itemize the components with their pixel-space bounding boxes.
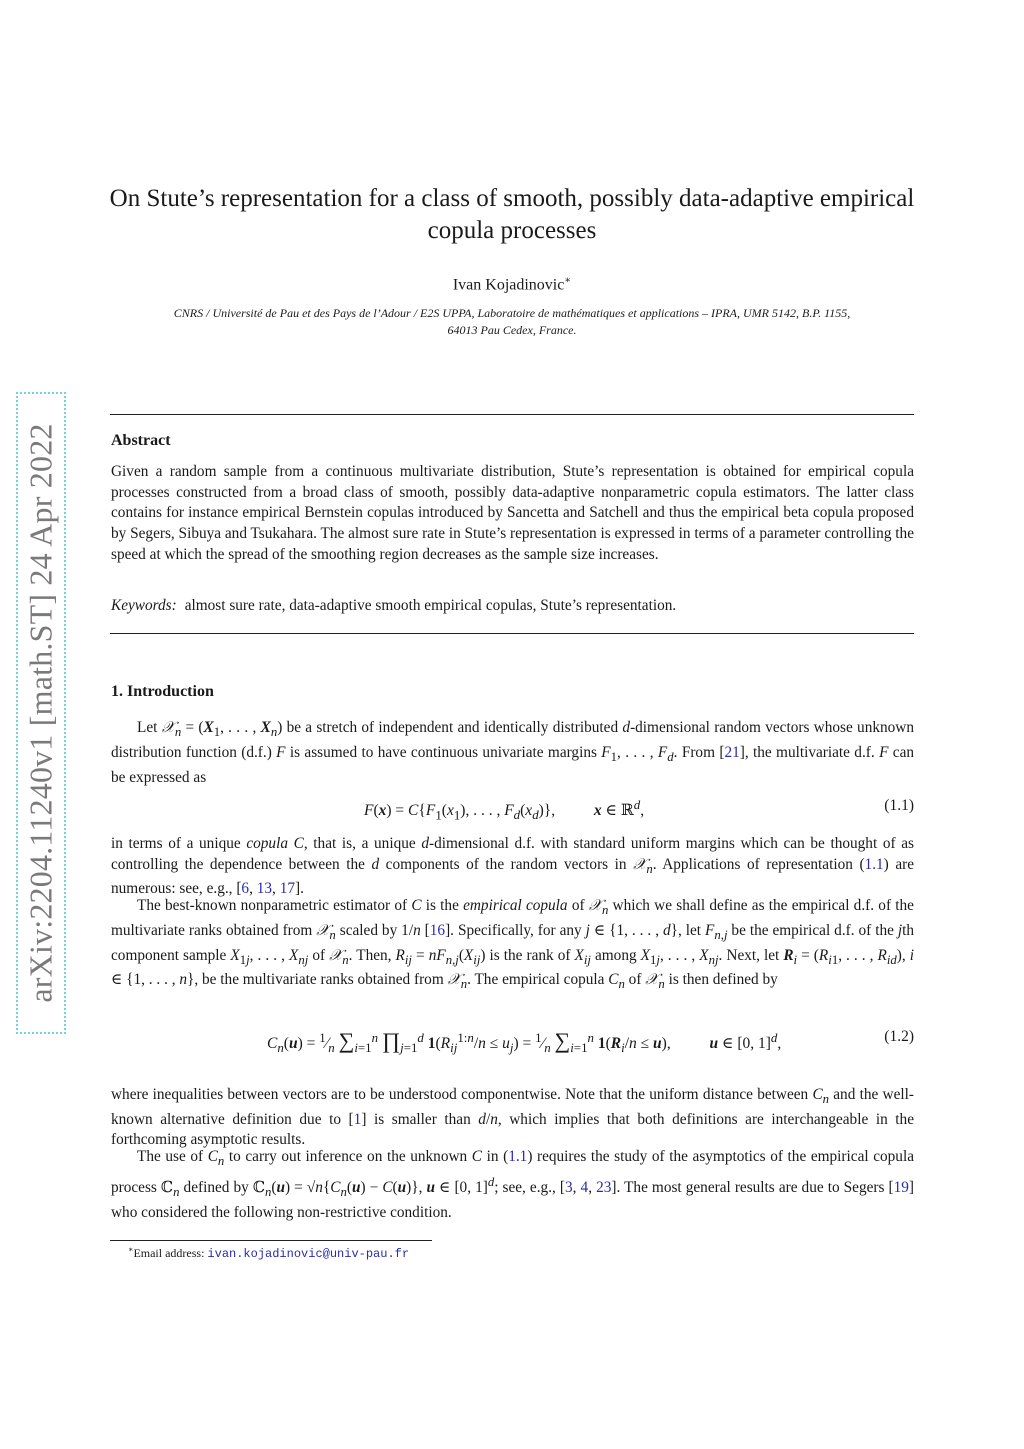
equation-1-1-number: (1.1) [884, 797, 914, 814]
affiliation [110, 305, 914, 339]
citation-link[interactable]: 6 [241, 880, 250, 898]
section-heading-introduction: 1. Introduction [111, 683, 214, 700]
author-name: Ivan Kojadinovic [452, 276, 565, 294]
equation-1-1 [110, 797, 914, 823]
intro-paragraph-3: The best-known nonparametric estimator of C is the empirical copula of 𝒳$_n$ which we shall define as the empirical d.f. of the multivariate ranks obtained from 𝒳$_n$ scaled by 1/n [16]. Specifically, for any j ∈ {1, . . . , d}, let $F_{n,j}$ be the empirical d.f. of the jth component sample $X_{1j}$, . . . , $X_{nj}$ of 𝒳$_n$. Then, $R_{ij} = nF_{n,j}(X_{ij})$ is the rank of $X_{ij}$ among $X_{1j}$, . . . , $X_{nj}$. Next, let $R_i = (R_{i1}$, . . . , $R_{id}$), i ∈ {1, . . . , n}, be the multivariate ranks obtained from 𝒳$_n$. The empirical copula $C_n$ of 𝒳$_n$ is then defined by [111, 897, 915, 992]
citation-link[interactable]: 4 [580, 1178, 589, 1196]
footnote-rule [110, 1240, 432, 1241]
citation-link[interactable]: 3 [565, 1178, 573, 1196]
keywords [111, 597, 676, 615]
citation-link[interactable]: 17 [279, 880, 295, 898]
email-link[interactable]: ivan.kojadinovic@univ-pau.fr [207, 1247, 410, 1261]
affiliation-line-1: CNRS / Université de Pau et des Pays de l’Adour / E2S UPPA, Laboratoire de mathématiques et applications – IPRA, UMR 5142, B.P. 1155, [173, 306, 851, 320]
abstract-heading: Abstract [111, 432, 171, 449]
abstract-text: Given a random sample from a continuous multivariate distribution, Stute’s representation is obtained for empirical copula processes constructed from a broad class of smooth, possibly data-adaptive nonparametric copula estimators. The latter class contains for instance empirical Bernstein copulas introduced by Sancetta and Satchell and thus the empirical beta copula proposed by Segers, Sibuya and Tsukahara. The almost sure rate in Stute’s representation is expressed in terms of a parameter controlling the speed at which the spread of the smoothing region decreases as the sample size increases. [111, 463, 914, 563]
intro-paragraph-5: The use of $C_n$ to carry out inference on the unknown C in (1.1) requires the study of the asymptotics of the empirical copula process ℂ$_n$ defined by ℂ$_n$(u) = $√n\{C_n(u) - C(u)\}$, u ∈ [0, 1]$^d$; see, e.g., [3, 4, 23]. The most general results are due to Segers [19] who considered the following non-restrictive condition. [111, 1148, 914, 1221]
citation-link[interactable]: 23 [596, 1178, 612, 1196]
intro-paragraph-1: Let 𝒳$_n$ = ($X_1$, . . . , $X_n$) be a stretch of independent and identically distributed d-dimensional random vectors whose unknown distribution function (d.f.) F is assumed to have continuous univariate margins $F_1$, . . . , $F_d$. From [21], the multivariate d.f. F can be expressed as [111, 719, 915, 786]
footnote [128, 1245, 409, 1261]
affiliation-line-2: 64013 Pau Cedex, France. [447, 323, 577, 337]
keywords-list: almost sure rate, data-adaptive smooth empirical copulas, Stute’s representation. [184, 597, 677, 614]
paper-title-line-2: copula processes [427, 217, 597, 244]
citation-link[interactable]: 19 [893, 1178, 909, 1196]
intro-paragraph-4: where inequalities between vectors are to be understood componentwise. Note that the uniform distance between $C_n$ and the well-known alternative definition due to [1] is smaller than d/n, which implies that both definitions are interchangeable in the forthcoming asymptotic results. [111, 1086, 914, 1149]
arxiv-identifier-stamp [16, 392, 66, 1034]
footnote-mark: ∗ [128, 1245, 134, 1254]
abstract-bottom-rule [110, 633, 914, 634]
author [0, 275, 1024, 294]
citation-link[interactable]: 13 [256, 880, 273, 898]
equation-1-2-number: (1.2) [884, 1028, 914, 1045]
abstract-top-rule [110, 414, 914, 415]
intro-paragraph-2: in terms of a unique copula C, that is, a unique d-dimensional d.f. with standard uniform margins which can be thought of as controlling the dependence between the d components of the random vectors in 𝒳$_n$. Applications of representation (1.1) are numerous: see, e.g., [6, 13, 17]. [111, 835, 914, 898]
paper-title [100, 183, 924, 247]
equation-ref-link[interactable]: 1.1 [864, 855, 884, 873]
author-footnote-mark[interactable]: ∗ [564, 275, 572, 286]
paper-title-line-1: On Stute’s representation for a class of smooth, possibly data-adaptive empirical [109, 185, 915, 212]
equation-1-2 [110, 1028, 914, 1056]
equation-ref-link[interactable]: 1.1 [508, 1148, 528, 1165]
keywords-label: Keywords: [111, 597, 177, 614]
citation-link[interactable]: 1 [353, 1110, 362, 1128]
equation-1-2-body: $C_n(u)$ = $^1⁄_n$ $\sum_{i=1}^n$ $\prod_{j=1}^d$ $1(R_{ij}^{1:n}/n \le u_j)$ = $^1⁄_n$ $\sum_{i=1}^n$ $1(R_i/n \le u)$, u ∈ [0, 1]$^d$, [267, 1028, 782, 1056]
arxiv-identifier-text: arXiv:2204.11240v1 [math.ST] 24 Apr 2022 [22, 423, 59, 1003]
citation-link[interactable]: 16 [429, 921, 446, 939]
citation-link[interactable]: 21 [724, 743, 740, 761]
equation-1-1-body: $F(x) = C\{F_1(x_1)$, . . . , $F_d(x_d)$}, x ∈ ℝ$^d$, [364, 797, 645, 823]
footnote-label: Email address: [133, 1246, 205, 1260]
